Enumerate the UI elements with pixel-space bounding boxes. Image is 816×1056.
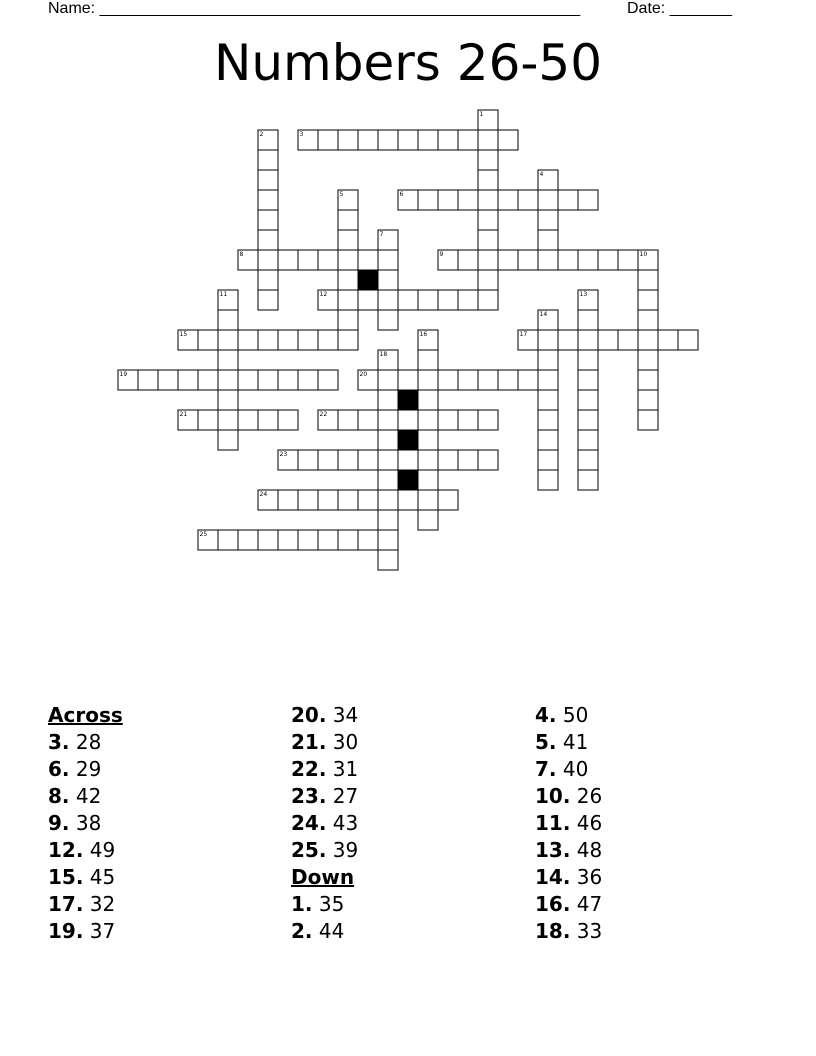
grid-cell[interactable] — [538, 230, 558, 250]
clue-item — [535, 864, 602, 891]
grid-cell[interactable] — [438, 490, 458, 510]
grid-cell[interactable] — [578, 310, 598, 330]
clue-number: 5. — [535, 730, 557, 754]
grid-cell[interactable] — [218, 350, 238, 370]
grid-cell[interactable] — [358, 250, 378, 270]
clue-number: 23. — [291, 784, 327, 808]
grid-cell[interactable] — [238, 410, 258, 430]
clue-item — [291, 702, 358, 729]
grid-cell[interactable] — [338, 410, 358, 430]
cell-number: 25 — [199, 531, 208, 538]
clue-text: 49 — [83, 838, 116, 862]
grid-cell[interactable] — [258, 150, 278, 170]
clue-item — [48, 864, 123, 891]
clue-number: 21. — [291, 730, 327, 754]
clue-text: 36 — [570, 865, 603, 889]
grid-cell[interactable] — [258, 410, 278, 430]
grid-cell[interactable] — [258, 290, 278, 310]
grid-cell[interactable] — [478, 190, 498, 210]
grid-cell[interactable] — [598, 250, 618, 270]
grid-cell[interactable] — [538, 390, 558, 410]
grid-cell[interactable] — [218, 410, 238, 430]
grid-cell[interactable] — [458, 370, 478, 390]
grid-cell[interactable] — [338, 210, 358, 230]
grid-cell[interactable] — [318, 490, 338, 510]
cell-number: 12 — [319, 291, 328, 298]
grid-cell[interactable] — [258, 250, 278, 270]
grid-cell[interactable] — [418, 290, 438, 310]
clues-column-3 — [535, 702, 602, 945]
cell-number: 9 — [439, 251, 444, 258]
grid-cell[interactable] — [258, 190, 278, 210]
clue-number: 19. — [48, 919, 84, 943]
grid-cell[interactable] — [338, 250, 358, 270]
cell-number: 23 — [279, 451, 288, 458]
clue-number: 10. — [535, 784, 571, 808]
cell-number: 8 — [239, 251, 244, 258]
cell-number: 2 — [259, 131, 264, 138]
clue-number: 12. — [48, 838, 84, 862]
clue-text: 38 — [69, 811, 102, 835]
clue-number: 24. — [291, 811, 327, 835]
grid-cell[interactable] — [538, 190, 558, 210]
grid-cell[interactable] — [338, 490, 358, 510]
grid-cell[interactable] — [378, 530, 398, 550]
grid-cell[interactable] — [298, 370, 318, 390]
grid-cell[interactable] — [278, 370, 298, 390]
grid-cell[interactable] — [338, 290, 358, 310]
clue-item — [535, 702, 602, 729]
clues-column-1 — [48, 702, 123, 945]
cell-number: 5 — [339, 191, 344, 198]
grid-cell[interactable] — [398, 290, 418, 310]
grid-cell[interactable] — [578, 190, 598, 210]
grid-cell[interactable] — [418, 510, 438, 530]
clue-number: 4. — [535, 703, 557, 727]
grid-cell[interactable] — [358, 490, 378, 510]
cell-number: 17 — [519, 331, 528, 338]
grid-cell[interactable] — [358, 410, 378, 430]
clue-text: 39 — [326, 838, 359, 862]
grid-cell[interactable] — [278, 530, 298, 550]
cell-number: 24 — [259, 491, 268, 498]
grid-cell[interactable] — [198, 410, 218, 430]
grid-cell[interactable] — [638, 370, 658, 390]
clue-text: 48 — [570, 838, 603, 862]
clue-section-heading: Across — [48, 703, 123, 727]
clue-number: 18. — [535, 919, 571, 943]
clue-text: 41 — [556, 730, 589, 754]
clue-item — [535, 810, 602, 837]
grid-cell[interactable] — [538, 370, 558, 390]
grid-cell[interactable] — [418, 450, 438, 470]
grid-cell[interactable] — [458, 290, 478, 310]
clue-item — [48, 783, 123, 810]
grid-cell[interactable] — [398, 410, 418, 430]
clue-item — [291, 783, 358, 810]
grid-cell[interactable] — [438, 410, 458, 430]
grid-cell[interactable] — [338, 310, 358, 330]
clue-text: 47 — [570, 892, 603, 916]
grid-cell[interactable] — [618, 330, 638, 350]
clue-number: 25. — [291, 838, 327, 862]
clue-item — [535, 837, 602, 864]
cell-number: 16 — [419, 331, 428, 338]
grid-cell[interactable] — [438, 190, 458, 210]
grid-cell[interactable] — [578, 330, 598, 350]
grid-cell[interactable] — [498, 190, 518, 210]
grid-cell[interactable] — [358, 130, 378, 150]
grid-cell[interactable] — [318, 330, 338, 350]
clue-number: 1. — [291, 892, 313, 916]
clue-text: 34 — [326, 703, 359, 727]
grid-cell[interactable] — [458, 190, 478, 210]
clue-item — [48, 810, 123, 837]
grid-cell[interactable] — [578, 430, 598, 450]
grid-cell[interactable] — [258, 270, 278, 290]
grid-cell[interactable] — [218, 430, 238, 450]
clue-item — [48, 837, 123, 864]
clues-column-2 — [291, 702, 358, 945]
black-cell — [398, 430, 418, 450]
cell-number: 7 — [379, 231, 384, 238]
grid-cell[interactable] — [638, 350, 658, 370]
grid-cell[interactable] — [178, 370, 198, 390]
clue-text: 28 — [69, 730, 102, 754]
clue-text: 44 — [312, 919, 345, 943]
grid-cell[interactable] — [418, 190, 438, 210]
clue-text: 35 — [312, 892, 345, 916]
grid-cell[interactable] — [218, 370, 238, 390]
name-field[interactable]: Name: ______________________________________________________ — [48, 0, 581, 17]
grid-cell[interactable] — [438, 290, 458, 310]
clue-item — [291, 837, 358, 864]
grid-cell[interactable] — [558, 330, 578, 350]
cell-number: 10 — [639, 251, 648, 258]
grid-cell[interactable] — [398, 450, 418, 470]
grid-cell[interactable] — [278, 490, 298, 510]
grid-cell[interactable] — [578, 370, 598, 390]
grid-cell[interactable] — [438, 450, 458, 470]
grid-cell[interactable] — [458, 250, 478, 270]
cell-number: 21 — [179, 411, 188, 418]
grid-cell[interactable] — [278, 250, 298, 270]
clue-number: 20. — [291, 703, 327, 727]
clue-number: 15. — [48, 865, 84, 889]
grid-cell[interactable] — [218, 310, 238, 330]
grid-cell[interactable] — [318, 250, 338, 270]
grid-cell[interactable] — [478, 170, 498, 190]
grid-cell[interactable] — [438, 370, 458, 390]
clue-text: 26 — [570, 784, 603, 808]
grid-cell[interactable] — [298, 490, 318, 510]
grid-cell[interactable] — [258, 170, 278, 190]
grid-cell[interactable] — [658, 330, 678, 350]
grid-cell[interactable] — [318, 530, 338, 550]
cell-number: 14 — [539, 311, 548, 318]
grid-cell[interactable] — [498, 250, 518, 270]
clue-number: 8. — [48, 784, 70, 808]
grid-cell[interactable] — [538, 450, 558, 470]
clue-text: 37 — [83, 919, 116, 943]
clue-number: 16. — [535, 892, 571, 916]
cell-number: 11 — [219, 291, 228, 298]
grid-cell[interactable] — [258, 330, 278, 350]
grid-cell[interactable] — [438, 130, 458, 150]
grid-cell[interactable] — [458, 410, 478, 430]
clue-text: 45 — [83, 865, 116, 889]
grid-cell[interactable] — [538, 250, 558, 270]
grid-cell[interactable] — [338, 530, 358, 550]
grid-cell[interactable] — [258, 370, 278, 390]
grid-cell[interactable] — [378, 410, 398, 430]
clue-number: 11. — [535, 811, 571, 835]
grid-cell[interactable] — [378, 370, 398, 390]
grid-cell[interactable] — [278, 410, 298, 430]
clue-number: 9. — [48, 811, 70, 835]
grid-cell[interactable] — [538, 350, 558, 370]
grid-cell[interactable] — [638, 410, 658, 430]
clue-item — [535, 783, 602, 810]
grid-cell[interactable] — [358, 530, 378, 550]
grid-cell[interactable] — [478, 250, 498, 270]
grid-cell[interactable] — [318, 370, 338, 390]
grid-cell[interactable] — [298, 330, 318, 350]
grid-cell[interactable] — [538, 210, 558, 230]
black-cell — [358, 270, 378, 290]
clue-text: 32 — [83, 892, 116, 916]
grid-cell[interactable] — [378, 430, 398, 450]
clue-text: 40 — [556, 757, 589, 781]
grid-cell[interactable] — [298, 250, 318, 270]
grid-cell[interactable] — [478, 450, 498, 470]
clue-item — [535, 918, 602, 945]
clue-item — [535, 756, 602, 783]
cell-number: 4 — [539, 171, 544, 178]
grid-cell[interactable] — [198, 370, 218, 390]
clue-item — [48, 756, 123, 783]
clue-item — [48, 918, 123, 945]
grid-cell[interactable] — [378, 470, 398, 490]
grid-cell[interactable] — [338, 130, 358, 150]
clue-item — [291, 729, 358, 756]
grid-cell[interactable] — [418, 410, 438, 430]
grid-cell[interactable] — [638, 330, 658, 350]
grid-cell[interactable] — [358, 290, 378, 310]
grid-cell[interactable] — [578, 470, 598, 490]
grid-cell[interactable] — [158, 370, 178, 390]
grid-cell[interactable] — [418, 470, 438, 490]
grid-cell[interactable] — [398, 370, 418, 390]
clue-number: 7. — [535, 757, 557, 781]
black-cell — [398, 470, 418, 490]
grid-cell[interactable] — [238, 370, 258, 390]
clue-text: 42 — [69, 784, 102, 808]
grid-cell[interactable] — [358, 450, 378, 470]
grid-cell[interactable] — [318, 130, 338, 150]
clue-item — [48, 729, 123, 756]
grid-cell[interactable] — [378, 130, 398, 150]
grid-cell[interactable] — [398, 130, 418, 150]
clue-number: 13. — [535, 838, 571, 862]
grid-cell[interactable] — [418, 130, 438, 150]
grid-cell[interactable] — [478, 230, 498, 250]
grid-cell[interactable] — [478, 150, 498, 170]
grid-cell[interactable] — [258, 230, 278, 250]
grid-cell[interactable] — [218, 530, 238, 550]
grid-cell[interactable] — [198, 330, 218, 350]
grid-cell[interactable] — [338, 330, 358, 350]
grid-cell[interactable] — [218, 330, 238, 350]
grid-cell[interactable] — [578, 350, 598, 370]
grid-cell[interactable] — [538, 330, 558, 350]
grid-cell[interactable] — [518, 250, 538, 270]
grid-cell[interactable] — [218, 390, 238, 410]
grid-cell[interactable] — [458, 130, 478, 150]
cell-number: 6 — [399, 191, 404, 198]
clue-section-heading: Down — [291, 865, 355, 889]
grid-cell[interactable] — [418, 350, 438, 370]
grid-cell[interactable] — [258, 210, 278, 230]
clue-item — [291, 810, 358, 837]
clue-text: 29 — [69, 757, 102, 781]
grid-cell[interactable] — [238, 530, 258, 550]
clue-item — [291, 918, 358, 945]
clue-text: 33 — [570, 919, 603, 943]
cell-number: 22 — [319, 411, 328, 418]
grid-cell[interactable] — [378, 390, 398, 410]
cell-number: 13 — [579, 291, 588, 298]
clue-item — [48, 891, 123, 918]
grid-cell[interactable] — [278, 330, 298, 350]
cell-number: 19 — [119, 371, 128, 378]
grid-cell[interactable] — [338, 230, 358, 250]
grid-cell[interactable] — [378, 270, 398, 290]
grid-cell[interactable] — [378, 510, 398, 530]
grid-cell[interactable] — [498, 370, 518, 390]
grid-cell[interactable] — [418, 430, 438, 450]
grid-cell[interactable] — [538, 430, 558, 450]
grid-cell[interactable] — [478, 290, 498, 310]
grid-cell[interactable] — [378, 290, 398, 310]
clue-item — [291, 891, 358, 918]
grid-cell[interactable] — [618, 250, 638, 270]
grid-cell[interactable] — [578, 410, 598, 430]
cell-number: 18 — [379, 351, 388, 358]
date-field[interactable]: Date: _______ — [627, 0, 732, 17]
grid-cell[interactable] — [678, 330, 698, 350]
clue-number: 22. — [291, 757, 327, 781]
grid-cell[interactable] — [478, 410, 498, 430]
cell-number: 20 — [359, 371, 368, 378]
grid-cell[interactable] — [318, 450, 338, 470]
grid-cell[interactable] — [498, 130, 518, 150]
grid-cell[interactable] — [418, 370, 438, 390]
grid-cell[interactable] — [478, 130, 498, 150]
grid-cell[interactable] — [638, 290, 658, 310]
grid-cell[interactable] — [578, 250, 598, 270]
grid-cell[interactable] — [138, 370, 158, 390]
grid-cell[interactable] — [378, 490, 398, 510]
clue-text: 50 — [556, 703, 589, 727]
grid-cell[interactable] — [478, 370, 498, 390]
black-cell — [398, 390, 418, 410]
grid-cell[interactable] — [638, 270, 658, 290]
grid-cell[interactable] — [338, 450, 358, 470]
clue-number: 6. — [48, 757, 70, 781]
grid-cell[interactable] — [558, 250, 578, 270]
clue-item — [291, 756, 358, 783]
clue-item — [535, 891, 602, 918]
grid-cell[interactable] — [638, 310, 658, 330]
clue-text: 31 — [326, 757, 359, 781]
clue-number: 17. — [48, 892, 84, 916]
grid-cell[interactable] — [478, 210, 498, 230]
clue-text: 46 — [570, 811, 603, 835]
grid-cell[interactable] — [258, 530, 278, 550]
grid-cell[interactable] — [338, 270, 358, 290]
cell-number: 1 — [479, 111, 484, 118]
grid-cell[interactable] — [558, 190, 578, 210]
clue-number: 2. — [291, 919, 313, 943]
grid-cell[interactable] — [298, 530, 318, 550]
grid-cell[interactable] — [598, 330, 618, 350]
grid-cell[interactable] — [398, 490, 418, 510]
grid-cell[interactable] — [518, 370, 538, 390]
grid-cell[interactable] — [238, 330, 258, 350]
clue-text: 30 — [326, 730, 359, 754]
grid-cell[interactable] — [378, 550, 398, 570]
page-title: Numbers 26-50 — [213, 34, 603, 92]
grid-cell[interactable] — [538, 470, 558, 490]
cell-number: 3 — [299, 131, 304, 138]
grid-cell[interactable] — [478, 270, 498, 290]
clue-text: 43 — [326, 811, 359, 835]
grid-cell[interactable] — [578, 390, 598, 410]
clue-number: 3. — [48, 730, 70, 754]
grid-cell[interactable] — [378, 250, 398, 270]
grid-cell[interactable] — [418, 390, 438, 410]
cell-number: 15 — [179, 331, 188, 338]
clue-item — [535, 729, 602, 756]
clue-text: 27 — [326, 784, 359, 808]
grid-cell[interactable] — [418, 490, 438, 510]
grid-cell[interactable] — [538, 410, 558, 430]
clue-number: 14. — [535, 865, 571, 889]
grid-cell[interactable] — [458, 450, 478, 470]
grid-cell[interactable] — [378, 450, 398, 470]
grid-cell[interactable] — [378, 310, 398, 330]
grid-cell[interactable] — [638, 390, 658, 410]
grid-cell[interactable] — [518, 190, 538, 210]
grid-cell[interactable] — [578, 450, 598, 470]
grid-cell[interactable] — [298, 450, 318, 470]
